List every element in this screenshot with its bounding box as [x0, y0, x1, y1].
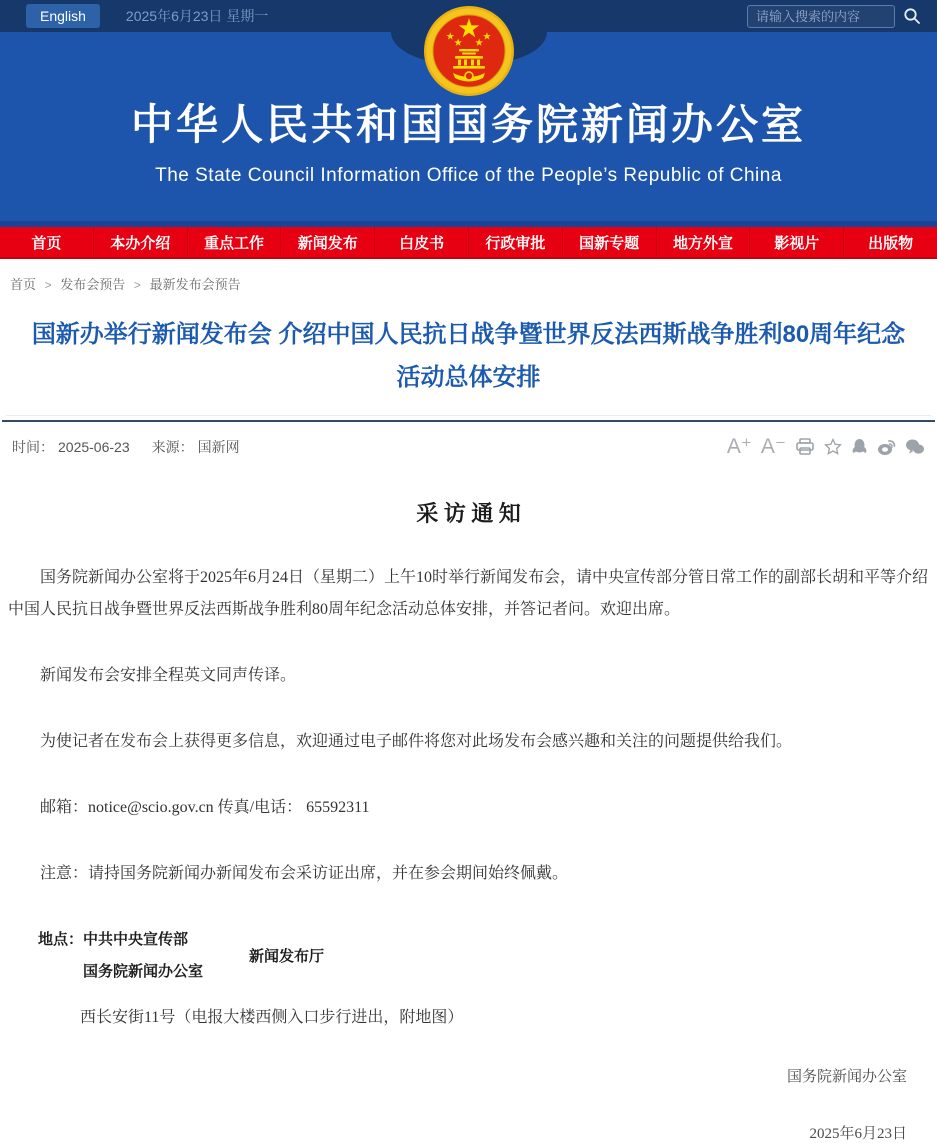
nav-item-special-topics[interactable]: 国新专题: [562, 227, 656, 257]
nav-item-home[interactable]: 首页: [31, 234, 62, 252]
national-emblem-icon: [423, 5, 515, 97]
article-tools: [727, 434, 925, 459]
location-address: 西长安街11号（电报大楼西侧入口步行进出，附地图）: [80, 1009, 464, 1027]
nav-item-whitepapers[interactable]: 白皮书: [374, 227, 468, 257]
site-header: [0, 32, 937, 227]
font-decrease-button[interactable]: A⁻: [760, 435, 786, 459]
breadcrumb-separator: >: [133, 278, 141, 292]
signature-org: 国务院新闻办公室: [786, 1068, 907, 1085]
location-line1: 中共中央宣传部: [83, 931, 189, 949]
article-body: [0, 497, 937, 1143]
paragraph-contact: 邮箱：notice@scio.gov.cn 传真/电话： 65592311: [40, 799, 370, 817]
nav-item-press[interactable]: 新闻发布: [280, 227, 374, 257]
site-title-english: The State Council Information Office of the People’s Republic of China: [155, 165, 782, 187]
paragraph-notice: 注意：请持国务院新闻办新闻发布会采访证出席，并在参会期间始终佩戴。: [40, 865, 569, 883]
source-label: 来源：: [151, 438, 194, 455]
publish-time: 2025-06-23: [58, 438, 130, 455]
qq-share-icon[interactable]: [851, 438, 868, 456]
main-nav: [0, 227, 937, 259]
weibo-share-icon[interactable]: [877, 438, 896, 456]
nav-item-films[interactable]: 影视片: [749, 227, 843, 257]
location-label: 地点：: [38, 931, 84, 949]
current-date: 2025年6月23日 星期一: [125, 8, 269, 24]
search-area: [747, 5, 921, 28]
nav-item-about[interactable]: 本办介绍: [93, 227, 187, 257]
notice-heading: 采 访 通 知: [416, 501, 521, 527]
location-hall: 新闻发布厅: [249, 948, 325, 966]
signature-date: 2025年6月23日: [809, 1125, 907, 1142]
article-meta: [0, 422, 937, 467]
breadcrumb-briefing-notices[interactable]: 发布会预告: [60, 277, 126, 292]
font-increase-button[interactable]: A⁺: [726, 435, 752, 459]
print-icon[interactable]: [795, 438, 815, 456]
location-line2: 国务院新闻办公室: [83, 962, 204, 980]
signature: [8, 1065, 929, 1143]
breadcrumb-separator: >: [44, 278, 52, 292]
article-title: 国新办举行新闻发布会 介绍中国人民抗日战争暨世界反法西斯战争胜利80周年纪念活动总体安排: [31, 321, 906, 392]
paragraph-email-invite: 为使记者在发布会上获得更多信息，欢迎通过电子邮件将您对此场发布会感兴趣和关注的问题提供给我们。: [40, 733, 793, 751]
source-value: 国新网: [197, 438, 240, 455]
english-button[interactable]: English: [26, 4, 100, 28]
breadcrumb-home[interactable]: 首页: [10, 277, 37, 292]
wechat-share-icon[interactable]: [905, 438, 925, 456]
paragraph-announcement: 国务院新闻办公室将于2025年6月24日（星期二）上午10时举行新闻发布会，请中央宣传部分管日常工作的副部长胡和平等介绍中国人民抗日战争暨世界反法西斯战争胜利80周年纪念活动总体安排，并答记者问。欢迎出席。: [8, 569, 929, 619]
breadcrumb-current: 最新发布会预告: [149, 277, 241, 292]
nav-item-key-work[interactable]: 重点工作: [187, 227, 281, 257]
nav-item-local-publicity[interactable]: 地方外宣: [656, 227, 750, 257]
breadcrumb: [0, 259, 937, 303]
site-title: 中华人民共和国国务院新闻办公室: [130, 101, 806, 148]
location-lines: [38, 924, 203, 987]
search-input[interactable]: [747, 5, 895, 28]
favorite-star-icon[interactable]: [824, 438, 842, 456]
search-icon[interactable]: [903, 7, 921, 25]
nav-item-administrative[interactable]: 行政审批: [468, 227, 562, 257]
paragraph-interpretation: 新闻发布会安排全程英文同声传译。: [40, 667, 297, 685]
location-block: [38, 924, 929, 987]
nav-item-publications[interactable]: 出版物: [843, 227, 937, 257]
time-label: 时间：: [12, 438, 54, 455]
